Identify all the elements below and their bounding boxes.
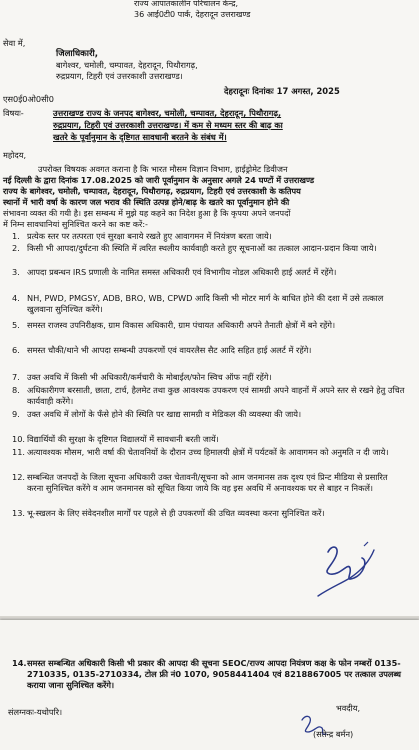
to-line-2: रुद्रप्रयाग, टिहरी एवं उत्तरकाशी उत्तराखण्ड। <box>56 71 183 81</box>
list-item-text: भू-स्खलन के लिए संवेदनशील मार्गों पर पहले से ही उपकरणों की उचित व्यवस्था करना सुनिश्चित करें। <box>27 508 325 518</box>
list-item-text: सम्बन्धित जनपदों के जिला सूचना अधिकारी उक्त चेतावनी/सूचना को आम जनमानस तक दृश्य एवं प्रिन्ट मीडिया से प्रसारित करना सुनिश्चित करेंगे व आम जनमानस को सूचित किया जाये कि वह इस अवधि में अनावश्यक घर से बाहर न निकलें। <box>27 472 388 494</box>
closing: भवदीय, <box>336 703 361 713</box>
list-item-number: 10. <box>12 434 26 444</box>
enclosure-note: संलग्नकः-यथोपरि। <box>8 707 63 717</box>
intro-line-4: स्थानों में भारी वर्षा के कारण जल भराव की स्थिति उत्पन्न होने/बाढ़ के खतरे का पूर्वानुमान होने की <box>3 197 290 207</box>
reference-number: एस0ई0ओ0सी0 <box>3 94 54 104</box>
list-item-number: 2. <box>12 243 20 253</box>
to-label: सेवा में, <box>3 38 26 48</box>
list-item-number: 7. <box>12 372 20 382</box>
list-item-number: 13. <box>12 508 26 518</box>
list-item-text: समस्त राजस्व उपनिरीक्षक, ग्राम विकास अधिकारी, ग्राम पंचायत अधिकारी अपने तैनाती क्षेत्रों में बने रहेंगे। <box>27 320 336 330</box>
list-item-text: NH, PWD, PMGSY, ADB, BRO, WB, CPWD आदि किसी भी मोटर मार्ग के बाधित होने की दशा में उसे तत्काल खुलवाना सुनिश्चित करेंगे। <box>27 293 384 315</box>
list-item-text: किसी भी आपदा/दुर्घटना की स्थिति में त्वरित स्थलीय कार्यवाही करते हुए सूचनाओं का तत्काल आदान-प्रदान किया जाये। <box>27 243 377 253</box>
list-item-number: 6. <box>12 345 20 355</box>
to-line-1: बागेश्वर, चमोली, चम्पावत, देहरादून, पिथौरागढ़, <box>56 60 198 70</box>
header-line-1: राज्य आपातकालीन परिचालन केन्द्र, <box>134 0 239 8</box>
signatory-name: (सतेन्द्र बर्मन) <box>313 729 354 739</box>
header-line-2: 36 आई0टी0 पार्क, देहरादून उत्तराखण्ड <box>134 10 251 19</box>
intro-line-5: संभावना व्यक्त की गयी है। इस सम्बन्ध में मुझे यह कहने का निदेश हुआ है कि कृपया अपने जनपदों <box>3 208 291 218</box>
list-item-number: 11. <box>12 447 26 457</box>
list-item-number: 8. <box>12 385 20 395</box>
list-item-text: उक्त अवधि में लोगों के फँसे होने की स्थिति पर खाद्य सामग्री व मेडिकल की व्यवस्था की जाये। <box>27 409 302 419</box>
salutation: महोदय, <box>3 150 27 160</box>
list-item-number: 5. <box>12 320 20 330</box>
subject-line-3: खतरे के पूर्वानुमान के दृष्टिगत सावधानी बरतने के संबंध में। <box>53 132 227 142</box>
list-item-text: आपदा प्रबन्धन IRS प्रणाली के नामित समस्त अधिकारी एवं विभागीय नोडल अधिकारी हाई अलर्ट में रहेंगे। <box>27 267 337 277</box>
subject-line-2: रुद्रप्रयाग, टिहरी एवं उत्तरकाशी उत्तराखण्ड। में कम से मध्यम स्तर की बाढ़ का <box>53 120 283 130</box>
letter-page-2 <box>0 620 419 750</box>
list-item-text: समस्त चौकी/थाने भी आपदा सम्बन्धी उपकरणों एवं वायरलैस सैट आदि सहित हाई अलर्ट में रहेंगे। <box>27 345 312 355</box>
list-item-number: 12. <box>12 472 26 482</box>
list-item-number: 9. <box>12 409 20 419</box>
list-item-number: 3. <box>12 267 20 277</box>
letter-date: देहरादूनः दिनांकः 17 अगस्त, 2025 <box>224 86 340 96</box>
intro-line-2: नई दिल्ली के द्वारा दिनांक 17.08.2025 को जारी पूर्वानुमान के अनुसार अगले 24 घण्टों में उत्तराखण्ड <box>3 175 315 185</box>
list-item-text: विद्यार्थियों की सुरक्षा के दृष्टिगत विद्यालयों में सावधानी बरती जायें। <box>27 434 219 444</box>
to-title: जिलाधिकारी, <box>56 49 98 59</box>
list-item-number: 4. <box>12 293 20 303</box>
intro-line-1: उपरोक्त विषयक अवगत कराना है कि भारत मौसम विज्ञान विभाग, हाईड्रोमेट डिवीजन <box>38 164 288 174</box>
list-item-number: 14. <box>12 658 27 668</box>
subject-label: विषयः- <box>3 108 24 118</box>
intro-line-6: में निम्न सावधानियां सुनिश्चित करने का कष्ट करें:- <box>3 219 148 229</box>
list-item-number: 1. <box>12 231 20 241</box>
intro-line-3: राज्य के बागेश्वर, चमोली, चम्पावत, देहरादून, पिथौरागढ़, रुद्रप्रयाग, टिहरी एवं उत्तरकाशी के कतिपय <box>3 186 301 196</box>
list-item-text: समस्त सम्बन्धित अधिकारी किसी भी प्रकार की आपदा की सूचना SEOC/राज्य आपदा नियंत्रण कक्ष के फोन नम्बरों 0135-2710335, 0135-2710334, टोल फ्री नं0 1070, 9058441404 एवं 8218867005 पर तत्काल उपलब्ध कराया जाना सुनिश्चित करेंगे। <box>27 658 402 691</box>
list-item-text: प्रत्येक स्तर पर तत्परता एवं सुरक्षा बनाये रखते हुए आवागमन में नियंत्रण बरता जाये। <box>27 231 272 241</box>
signature-mark <box>310 538 390 598</box>
subject-line-1: उत्तराखण्ड राज्य के जनपद बागेश्वर, चमोली, चम्पावत, देहरादून, पिथौरागढ़, <box>53 108 282 118</box>
list-item-text: अत्यावश्यक मौसम, भारी वर्षा की चेतावनियों के दौरान उच्च हिमालयी क्षेत्रों में पर्यटकों के आवागमन को अनुमति न दी जाये। <box>27 447 389 457</box>
list-item-text: अधिकारीगण बरसाती, छाता, टार्च, हैलमेट तथा कुछ आवश्यक उपकरण एवं सामग्री अपने वाहनों में अपने स्तर से रखने हेतु उचित कार्यवाही करेंगे। <box>27 385 405 407</box>
list-item-text: उक्त अवधि में किसी भी अधिकारी/कर्मचारी के मोबाईल/फोन स्विच ऑफ नहीं रहेंगे। <box>27 372 272 382</box>
